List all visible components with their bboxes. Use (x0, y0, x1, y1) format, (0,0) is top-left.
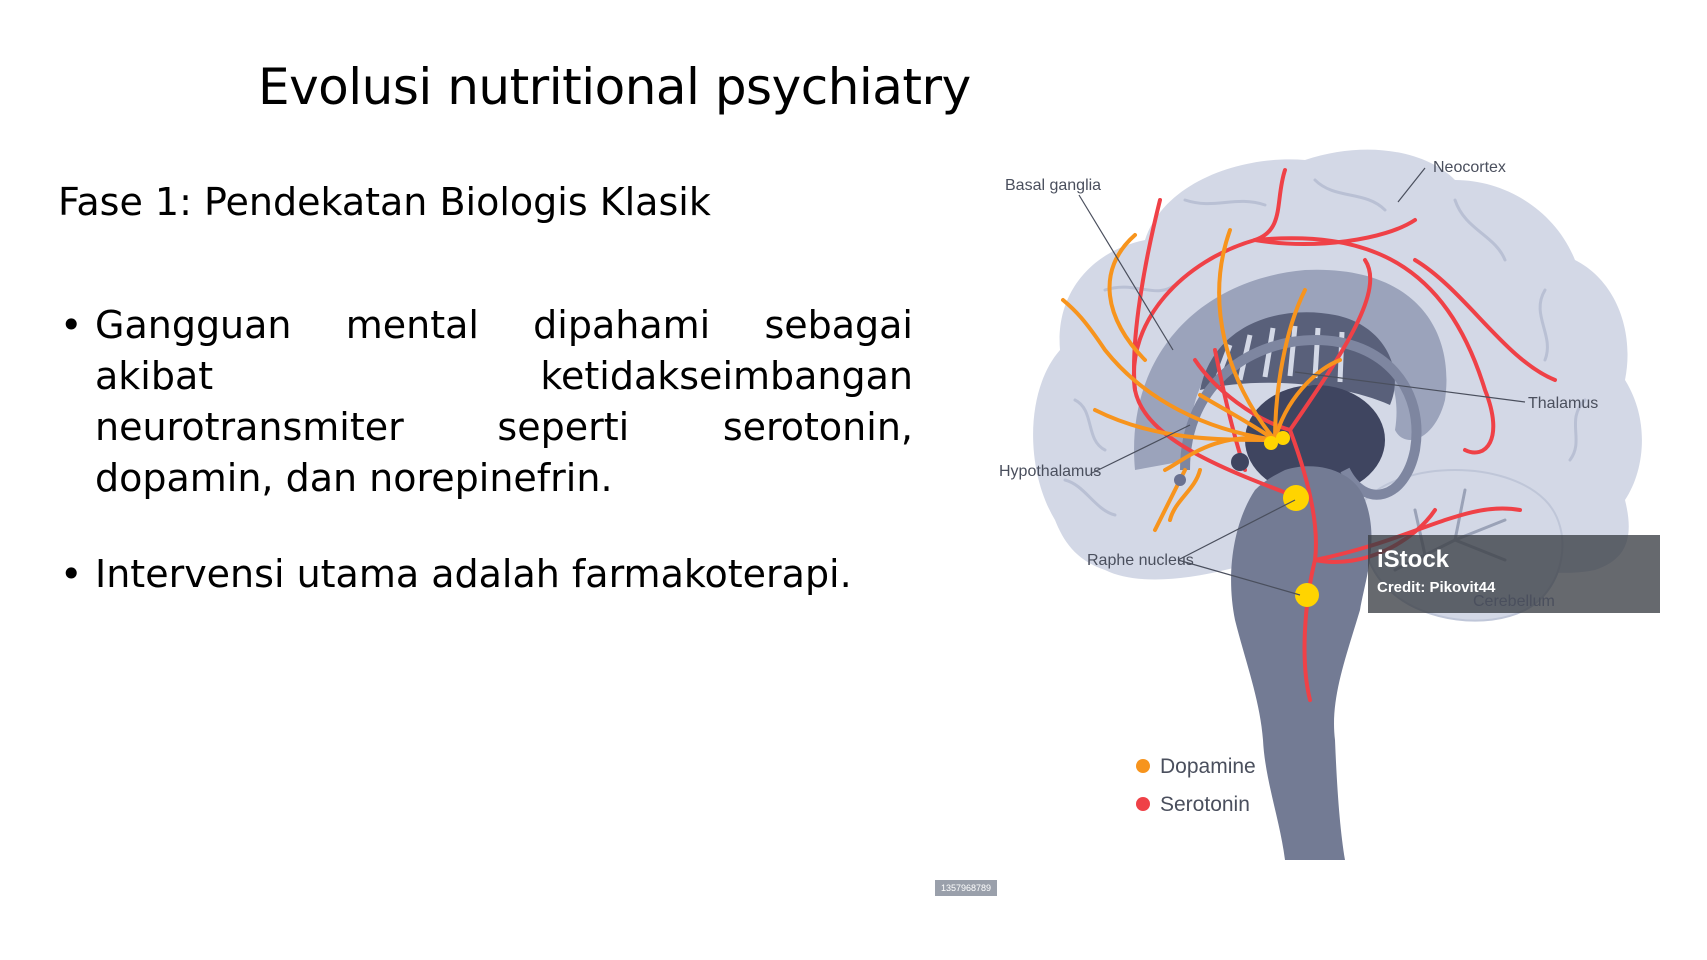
bullet-text: Intervensi utama adalah farmakoterapi. (95, 552, 852, 596)
legend-serotonin-label: Serotonin (1160, 793, 1250, 816)
label-basal-ganglia: Basal ganglia (1005, 177, 1102, 194)
brainstem-shape (1231, 466, 1371, 860)
legend-dopamine-swatch (1136, 759, 1150, 773)
raphe-nucleus-upper (1283, 485, 1309, 511)
vta-dot (1276, 431, 1290, 445)
label-raphe-nucleus: Raphe nucleus (1087, 552, 1194, 569)
slide-subtitle: Fase 1: Pendekatan Biologis Klasik (58, 180, 711, 224)
stock-id: 1357968789 (941, 883, 992, 893)
istock-credit: Credit: Pikovit44 (1377, 579, 1496, 596)
bullet-item (58, 549, 913, 600)
label-neocortex: Neocortex (1433, 159, 1506, 176)
bullet-glyph: • (60, 303, 83, 347)
bullet-item (58, 300, 913, 504)
istock-logo: iStock (1377, 546, 1450, 573)
legend-serotonin-swatch (1136, 797, 1150, 811)
pituitary-dot (1174, 474, 1186, 486)
hypothalamus-dot (1231, 453, 1249, 471)
label-thalamus: Thalamus (1528, 395, 1599, 412)
brain-diagram (941, 140, 1675, 910)
bullet-list (58, 300, 913, 645)
label-cerebellum: Cerebellum (1473, 593, 1555, 610)
slide-title: Evolusi nutritional psychiatry (258, 58, 971, 116)
bullet-glyph: • (60, 552, 83, 596)
label-hypothalamus: Hypothalamus (999, 463, 1102, 480)
bullet-text: Gangguan mental dipahami sebagai akibat ketidakseimbangan neurotransmiter seperti serotonin, dopamin, dan norepinefrin. (95, 303, 913, 500)
vta-dot (1264, 436, 1278, 450)
legend-dopamine-label: Dopamine (1160, 755, 1256, 778)
brain-neurotransmitter-figure (941, 140, 1675, 910)
